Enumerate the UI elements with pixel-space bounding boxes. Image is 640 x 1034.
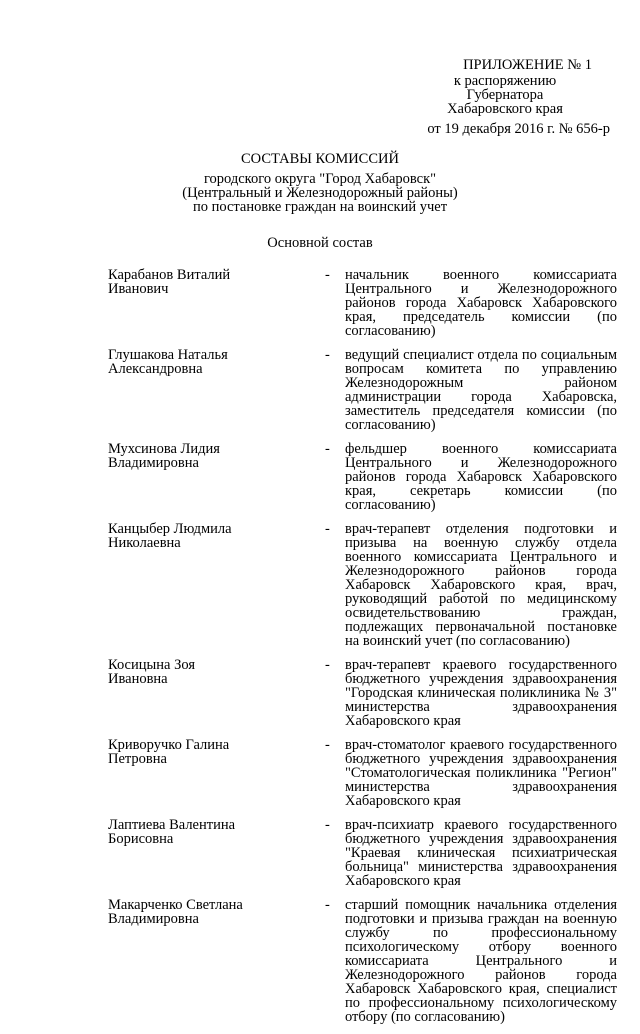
member-row [0, 442, 640, 512]
member-row [0, 268, 640, 338]
appendix-number: ПРИЛОЖЕНИЕ № 1 [463, 57, 592, 73]
header-line-2: Губернатора [466, 87, 544, 103]
member-row [0, 898, 640, 1024]
main-title: СОСТАВЫ КОМИССИЙ [241, 151, 399, 167]
member-role: врач-стоматолог краевого государственного бюджетного учреждения здравоохранения "Стоматологическая поликлиника "Регион" министерства здравоохранения Хабаровского края [345, 737, 617, 809]
members-list [0, 268, 640, 1034]
member-role: начальник военного комиссариата Центрального и Железнодорожного районов города Хабаровск Хабаровского края, председатель комиссии (по согласованию) [345, 267, 617, 339]
title-line-3: по постановке граждан на воинский учет [192, 199, 448, 215]
member-name: Канцыбер Людмила Николаевна [108, 521, 232, 551]
member-row [0, 348, 640, 432]
member-dash: - [325, 521, 330, 537]
member-name: Косицына Зоя Ивановна [108, 657, 195, 687]
member-dash: - [325, 817, 330, 833]
member-name: Мухсинова Лидия Владимировна [108, 441, 220, 471]
member-role: фельдшер военного комиссариата Центрального и Железнодорожного районов города Хабаровск Хабаровского края, секретарь комиссии (по согласованию) [345, 441, 617, 513]
title-line-1: городского округа "Город Хабаровск" [203, 171, 437, 187]
member-role: ведущий специалист отдела по социальным вопросам комитета по управлению Железнодорожным районом администрации города Хабаровска, заместитель председателя комиссии (по согласованию) [345, 347, 617, 433]
document-header [400, 58, 610, 136]
member-role: врач-терапевт краевого государственного бюджетного учреждения здравоохранения "Городская клиническая поликлиника № 3" министерства здравоохранения Хабаровского края [345, 657, 617, 729]
member-dash: - [325, 737, 330, 753]
member-dash: - [325, 441, 330, 457]
document-title [0, 152, 640, 214]
header-line-3: Хабаровского края [447, 101, 563, 117]
member-row [0, 818, 640, 888]
order-date: от 19 декабря 2016 г. № 656-р [427, 121, 610, 137]
member-name: Макарченко Светлана Владимировна [108, 897, 243, 927]
member-row [0, 658, 640, 728]
header-line-1: к распоряжению [453, 73, 557, 89]
member-dash: - [325, 897, 330, 913]
member-role: врач-терапевт отделения подготовки и призыва на военную службу отдела военного комиссариата Центрального и Железнодорожного районов города Хабаровск Хабаровского края, врач, руководящий работой по медицинскому освидетельствованию граждан, подлежащих первоначальной постановке на воинский учет (по согласованию) [345, 521, 617, 649]
member-name: Карабанов Виталий Иванович [108, 267, 231, 297]
member-dash: - [325, 267, 330, 283]
member-role: врач-психиатр краевого государственного бюджетного учреждения здравоохранения "Краевая клиническая психиатрическая больница" министерства здравоохранения Хабаровского края [345, 817, 617, 889]
member-row [0, 522, 640, 648]
member-name: Глушакова Наталья Александровна [108, 347, 228, 377]
member-dash: - [325, 347, 330, 363]
member-row [0, 738, 640, 808]
member-role: старший помощник начальника отделения подготовки и призыва граждан на военную службу по профессиональному психологическому отбору военного комиссариата Центрального и Железнодорожного районов города Хабаровск Хабаровского края, специалист по профессиональному психологическому отбору (по согласованию) [345, 897, 617, 1025]
title-line-2: (Центральный и Железнодорожный районы) [182, 185, 458, 201]
section-title: Основной состав [267, 235, 373, 251]
member-dash: - [325, 657, 330, 673]
member-name: Криворучко Галина Петровна [108, 737, 230, 767]
member-name: Лаптиева Валентина Борисовна [108, 817, 236, 847]
